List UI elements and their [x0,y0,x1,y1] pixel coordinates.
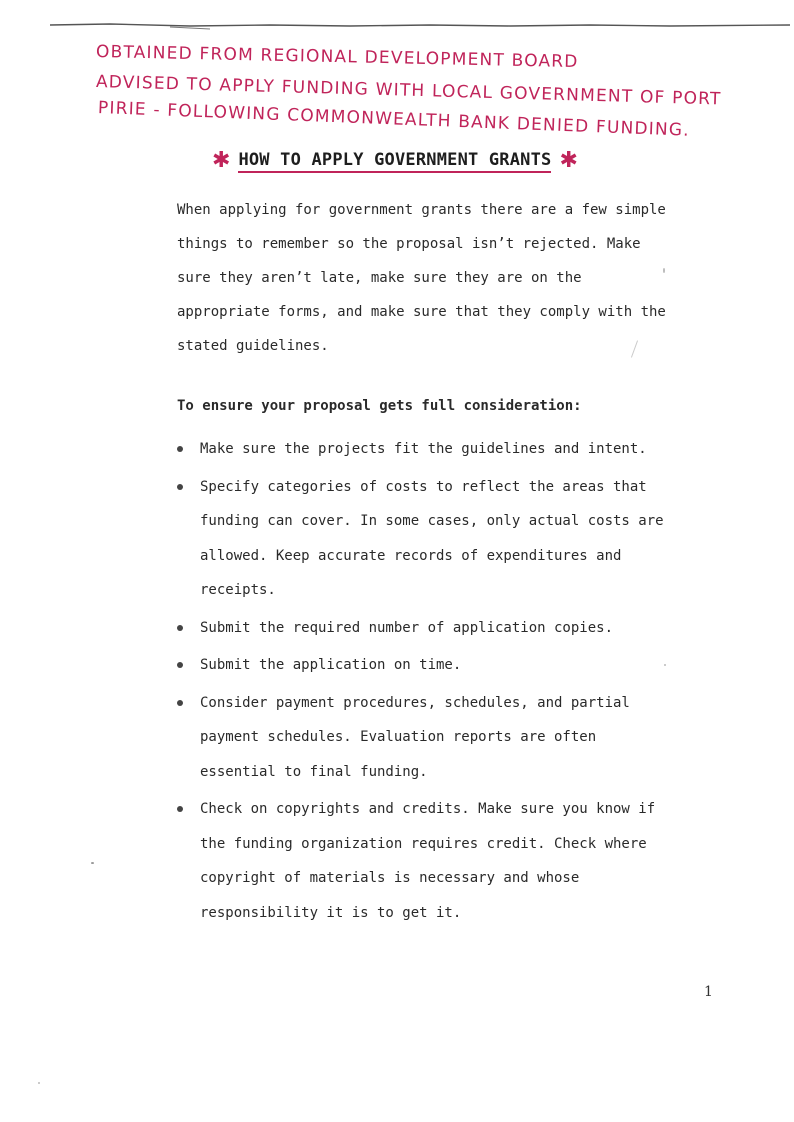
consideration-subheading: To ensure your proposal gets full consideration: [177,398,582,414]
intro-line: things to remember so the proposal isn’t rejected. Make [177,236,641,252]
list-item-line: responsibility it is to get it. [200,904,462,921]
guidelines-list [177,432,737,933]
scan-speck [38,1082,40,1084]
asterisk-star-icon: ✱ [212,148,231,173]
list-item-line: copyright of materials is necessary and whose [200,870,580,886]
asterisk-star-icon: ✱ [559,148,578,173]
list-item-line: allowed. Keep accurate records of expenditures and [200,547,622,564]
intro-line: sure they aren’t late, make sure they are on the [177,270,582,286]
list-item-line: essential to final funding. [200,763,428,780]
scan-speck [663,268,665,273]
bullet-icon [177,806,183,812]
list-item [177,648,737,683]
bullet-icon [177,484,183,490]
handwritten-note-line-2: ADVISED TO APPLY FUNDING WITH LOCAL GOVERNMENT OF PORT [95,72,722,110]
list-item-line: Submit the required number of application copies. [200,619,614,636]
list-item-line: receipts. [200,582,276,598]
handwritten-note-line-1: OBTAINED FROM REGIONAL DEVELOPMENT BOARD [95,42,579,73]
list-item [177,792,737,930]
intro-line: When applying for government grants there are a few simple [177,202,666,218]
scan-speck [664,664,666,666]
intro-paragraph [177,193,737,363]
list-item-line: Check on copyrights and credits. Make sure you know if [200,801,656,817]
list-item-line: Make sure the projects fit the guidelines and intent. [200,441,647,457]
list-item-line: Submit the application on time. [200,657,462,673]
list-item-line: the funding organization requires credit. Check where [200,835,647,852]
title-block [212,145,578,177]
bullet-icon [177,700,183,706]
page-number: 1 [704,984,713,1000]
intro-line: stated guidelines. [177,338,329,354]
list-item [177,432,737,467]
list-item-line: payment schedules. Evaluation reports are often [200,729,597,745]
list-item [177,686,737,790]
bullet-icon [177,625,183,631]
handwritten-note-line-3: PIRIE - FOLLOWING COMMONWEALTH BANK DENIED FUNDING. [97,98,691,141]
bullet-icon [177,446,183,452]
list-item [177,611,737,646]
top-scan-rule [50,20,790,34]
page-title: HOW TO APPLY GOVERNMENT GRANTS [238,150,551,173]
list-item-line: Specify categories of costs to reflect the areas that [200,478,647,495]
scan-speck [91,862,94,864]
intro-line: appropriate forms, and make sure that they comply with the [177,304,666,320]
list-item-line: Consider payment procedures, schedules, and partial [200,694,630,711]
list-item-line: funding can cover. In some cases, only actual costs are [200,513,664,529]
bullet-icon [177,662,183,668]
list-item [177,470,737,608]
